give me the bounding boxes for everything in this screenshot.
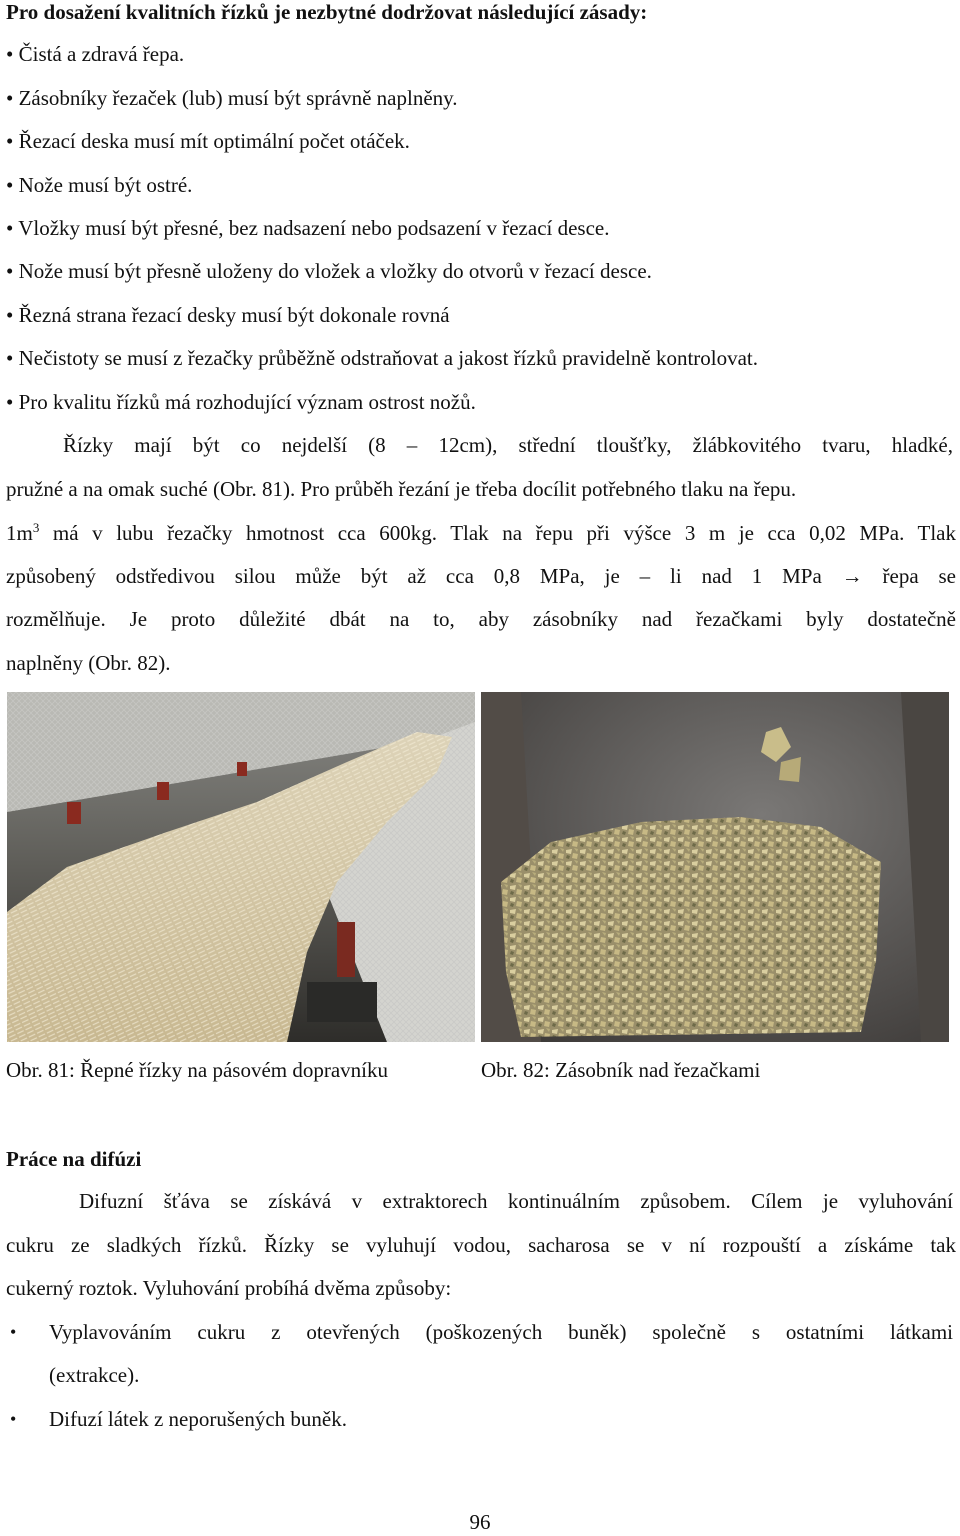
- figure-caption-81: Obr. 81: Řepné řízky na pásovém dopravníku: [6, 1058, 388, 1082]
- bullet-marker: •: [10, 1409, 17, 1429]
- paragraph-line-text: rozmělňuje. Je proto důležité dbát na to, aby zásobníky nad řezačkami byly dostatečně: [6, 607, 956, 631]
- section-heading: Práce na difúzi: [6, 1147, 142, 1171]
- list-item: • Čistá a zdravá řepa.: [6, 42, 185, 66]
- paragraph-line: [6, 564, 956, 589]
- paragraph-line: [79, 1189, 953, 1214]
- paragraph-line: [6, 607, 956, 632]
- section-heading: Pro dosažení kvalitních řízků je nezbytné dodržovat následující zásady:: [6, 0, 648, 24]
- paragraph-line: [6, 1233, 956, 1258]
- list-item: • Pro kvalitu řízků má rozhodující význam ostrost nožů.: [6, 390, 476, 414]
- list-item-continuation: (extrakce).: [49, 1363, 140, 1387]
- list-item: • Nože musí být přesně uloženy do vložek a vložky do otvorů v řezací desce.: [6, 259, 652, 283]
- paragraph-line-text: cukru ze sladkých řízků. Řízky se vyluhují vodou, sacharosa se v ní rozpouští a získáme tak: [6, 1233, 956, 1257]
- conveyor-photo: [7, 692, 475, 1042]
- superscript: 3: [32, 520, 40, 535]
- conveyor-illustration: [7, 692, 475, 1042]
- paragraph-line: cukerný roztok. Vyluhování probíhá dvěma způsoby:: [6, 1276, 452, 1300]
- list-item: • Nečistoty se musí z řezačky průběžně odstraňovat a jakost řízků pravidelně kontrolovat.: [6, 346, 759, 370]
- paragraph-line-text: Řízky mají být co nejdelší (8 – 12cm), střední tloušťky, žlábkovitého tvaru, hladké,: [63, 433, 953, 457]
- paragraph-line: [6, 520, 956, 546]
- page-number: 96: [469, 1510, 491, 1534]
- paragraph-line: naplněny (Obr. 82).: [6, 651, 171, 675]
- paragraph-line-text: způsobený odstředivou silou může být až cca 0,8 MPa, je – li nad 1 MPa → řepa se: [6, 564, 956, 588]
- list-item: • Nože musí být ostré.: [6, 173, 193, 197]
- paragraph-line-text: Difuzní šťáva se získává v extraktorech kontinuálním způsobem. Cílem je vyluhování: [79, 1189, 953, 1213]
- list-item: Difuzí látek z neporušených buněk.: [49, 1407, 347, 1431]
- paragraph-line: [63, 433, 953, 458]
- paragraph-line-text: [6, 520, 956, 546]
- bullet-marker: •: [10, 1322, 17, 1342]
- unit-text: 1m: [6, 521, 33, 545]
- paragraph-text: má v lubu řezačky hmotnost cca 600kg. Tlak na řepu při výšce 3 m je cca 0,02 MPa. Tlak: [39, 521, 956, 545]
- list-item-text: Vyplavováním cukru z otevřených (poškozených buněk) společně s ostatními látkami: [49, 1320, 953, 1344]
- hopper-photo: [481, 692, 949, 1042]
- list-item: • Vložky musí být přesné, bez nadsazení nebo podsazení v řezací desce.: [6, 216, 610, 240]
- paragraph-line: pružné a na omak suché (Obr. 81). Pro průběh řezání je třeba docílit potřebného tlaku na řepu.: [6, 477, 797, 501]
- list-item: • Řezná strana řezací desky musí být dokonale rovná: [6, 303, 450, 327]
- list-item: • Řezací deska musí mít optimální počet otáček.: [6, 129, 410, 153]
- list-item: [49, 1320, 953, 1345]
- hopper-illustration: [481, 692, 949, 1042]
- list-item: • Zásobníky řezaček (lub) musí být správně naplněny.: [6, 86, 458, 110]
- figure-caption-82: Obr. 82: Zásobník nad řezačkami: [481, 1058, 761, 1082]
